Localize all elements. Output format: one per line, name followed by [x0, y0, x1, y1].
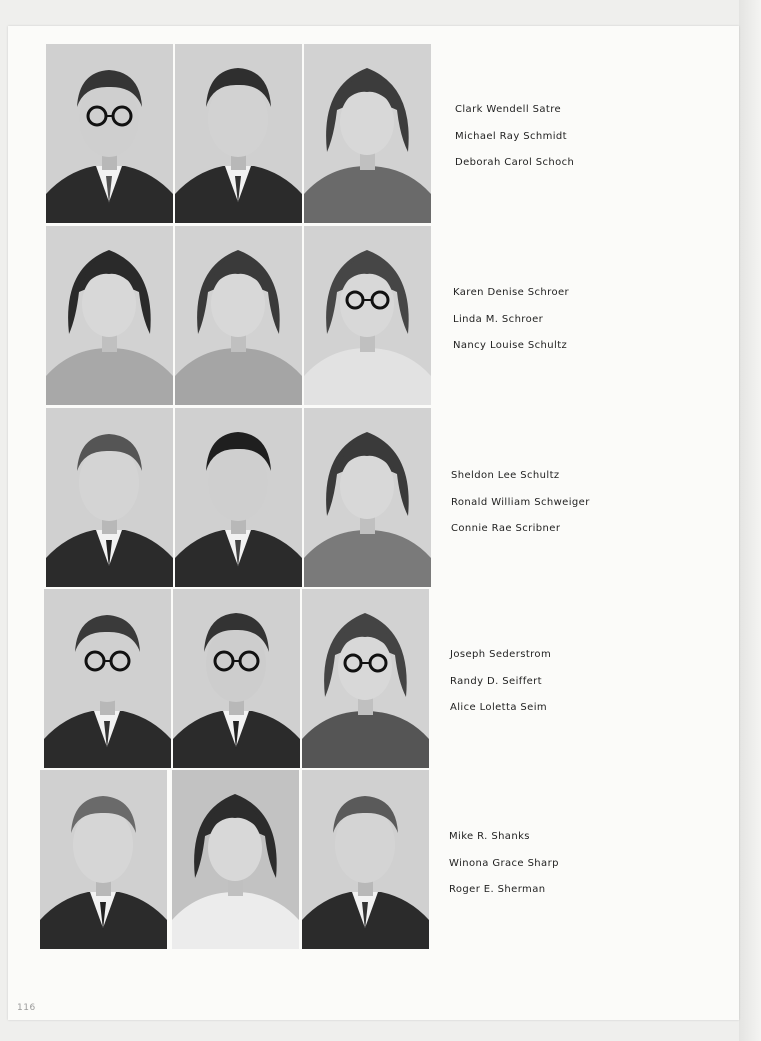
portrait-photo [175, 44, 302, 223]
portrait-photo [302, 589, 429, 768]
portrait-photo [175, 408, 302, 587]
name-list [455, 103, 574, 183]
student-name: Mike R. Shanks [449, 831, 530, 842]
portrait-photo [175, 226, 302, 405]
student-name: Winona Grace Sharp [449, 857, 559, 869]
portrait-photo [302, 770, 429, 949]
student-name: Joseph Sederstrom [450, 649, 552, 660]
student-name: Nancy Louise Schultz [453, 340, 568, 351]
portrait-photo [172, 770, 299, 949]
student-name: Karen Denise Schroer [453, 287, 570, 298]
student-name: Roger E. Sherman [449, 884, 546, 895]
portrait-photo [46, 408, 173, 587]
portrait-photo [304, 408, 431, 587]
student-name: Michael Ray Schmidt [455, 130, 568, 142]
name-list [450, 648, 551, 728]
portrait-photo [304, 226, 431, 405]
portrait-photo [40, 770, 167, 949]
name-list [451, 469, 590, 549]
name-list [449, 830, 559, 910]
portrait-photo [46, 226, 173, 405]
portrait-photo [44, 589, 171, 768]
portrait-photo [304, 44, 431, 223]
student-name: Clark Wendell Satre [455, 104, 562, 115]
student-name: Connie Rae Scribner [451, 523, 561, 534]
name-list [453, 286, 569, 366]
page-edge [739, 0, 761, 1041]
student-name: Sheldon Lee Schultz [451, 470, 560, 481]
page-number: 116 [17, 1003, 36, 1013]
student-name: Ronald William Schweiger [451, 496, 590, 508]
yearbook-page [8, 26, 739, 1020]
student-name: Linda M. Schroer [453, 313, 544, 325]
student-name: Randy D. Seiffert [450, 675, 543, 687]
portrait-photo [173, 589, 300, 768]
portrait-photo [46, 44, 173, 223]
student-name: Deborah Carol Schoch [455, 157, 575, 168]
student-name: Alice Loletta Seim [450, 702, 548, 713]
